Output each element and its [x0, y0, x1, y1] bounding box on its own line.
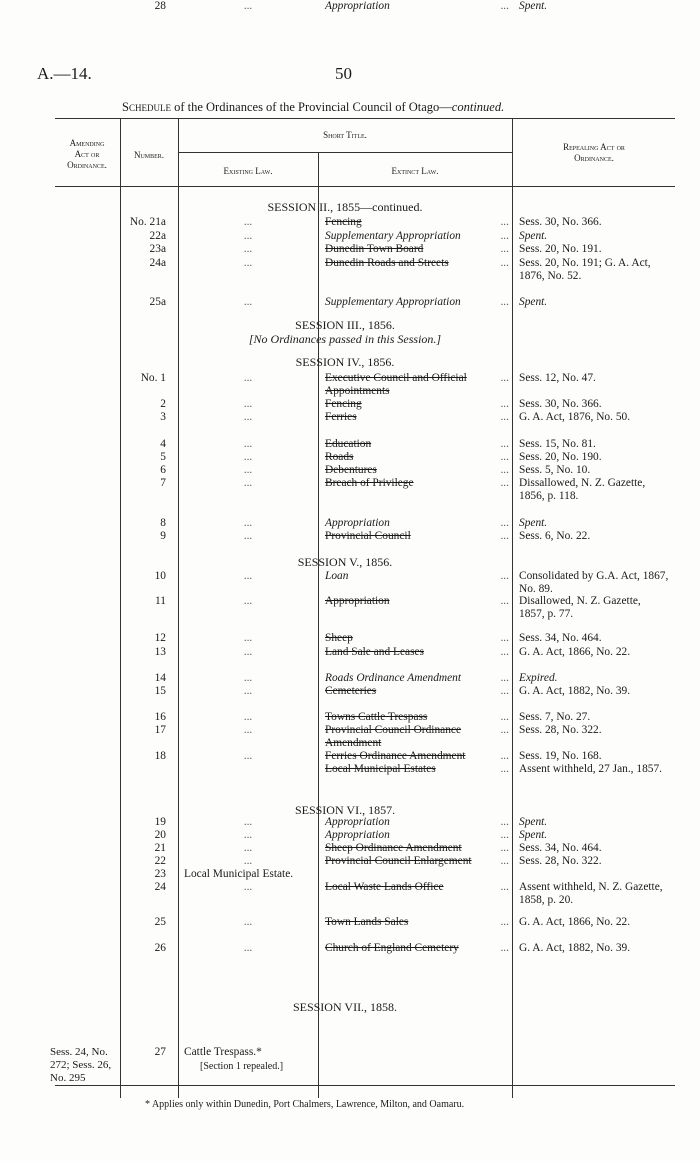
existing-law-dots: ... [243, 216, 253, 228]
extinct-law [325, 711, 511, 724]
existing-law-dots: ... [243, 464, 253, 476]
leader-dots: ... [500, 530, 509, 542]
session-heading: SESSION III., 1856. [295, 318, 395, 332]
extinct-law-title: Appropriation [325, 595, 390, 607]
leader-dots: ... [500, 942, 509, 954]
extinct-law-title: Ferries [325, 411, 357, 423]
existing-law-dots: ... [243, 438, 253, 450]
extinct-law-title: Local Municipal Estates [325, 763, 436, 775]
existing-law-dots: ... [243, 243, 253, 255]
extinct-law-title: Provincial Council Ordinance Amendment [325, 724, 462, 749]
repealing-act: Sess. 28, No. 322. [519, 855, 602, 867]
leader-dots: ... [500, 842, 509, 854]
existing-law-dots: ... [243, 672, 253, 684]
existing-law-dots: ... [243, 711, 253, 723]
ordinance-number: 17 [154, 724, 166, 736]
repealing-act: Disallowed, N. Z. Gazette, 1857, p. 77. [519, 595, 641, 620]
extinct-law-title: Fencing [325, 398, 362, 410]
leader-dots: ... [500, 398, 509, 410]
extinct-law [325, 517, 511, 530]
ordinance-number: 27 [154, 1046, 166, 1058]
existing-law-dots: ... [243, 646, 253, 658]
existing-law: Local Municipal Estate. [184, 868, 294, 880]
repealing-act: Sess. 20, No. 191; G. A. Act, 1876, No. 52. [519, 257, 651, 282]
repealing-act: Expired. [519, 672, 558, 684]
leader-dots: ... [500, 451, 509, 463]
existing-law-dots: ... [243, 398, 253, 410]
existing-law: Cattle Trespass.* [184, 1046, 262, 1058]
ordinance-number: No. 1 [140, 372, 166, 384]
leader-dots: ... [500, 829, 509, 841]
ordinance-number: 6 [160, 464, 166, 476]
col-rule-4 [512, 118, 513, 1098]
leader-dots: ... [500, 438, 509, 450]
repealing-act: Sess. 20, No. 190. [519, 451, 602, 463]
repealing-act: Sess. 28, No. 322. [519, 724, 602, 736]
existing-law-dots: ... [243, 451, 253, 463]
extinct-law-title: Appropriation [325, 0, 390, 12]
page-number: 50 [335, 64, 352, 83]
caption-schedule: Schedule [122, 100, 171, 114]
ordinance-number: 11 [155, 595, 166, 607]
ordinance-number: 5 [160, 451, 166, 463]
existing-law-dots: ... [243, 855, 253, 867]
existing-law-dots: ... [243, 724, 253, 736]
extinct-law [325, 296, 511, 309]
ordinance-number: No. 21a [129, 216, 166, 228]
extinct-law [325, 451, 511, 464]
caption-body: of the Ordinances of the Provincial Council of Otago— [170, 100, 452, 114]
leader-dots: ... [500, 685, 509, 697]
extinct-law-title: Debentures [325, 464, 377, 476]
ordinance-number: 13 [154, 646, 166, 658]
extinct-law-title: Roads [325, 451, 354, 463]
extinct-law-title: Church of England Cemetery [325, 942, 459, 954]
header-amending-l3: Ordinance. [67, 160, 107, 170]
leader-dots: ... [500, 855, 509, 867]
ordinance-number: 26 [154, 942, 166, 954]
header-extinct-law: Extinct Law. [391, 166, 439, 176]
extinct-law [325, 243, 511, 256]
extinct-law [325, 438, 511, 451]
leader-dots: ... [500, 411, 509, 423]
footnote: * Applies only within Dunedin, Port Chalmers, Lawrence, Milton, and Oamaru. [145, 1099, 465, 1110]
repealing-act: Sess. 30, No. 366. [519, 398, 602, 410]
leader-dots: ... [500, 595, 509, 607]
repealing-act: Spent. [519, 816, 548, 828]
leader-dots: ... [500, 750, 509, 762]
repealing-act: Spent. [519, 230, 548, 242]
extinct-law-title: Dunedin Town Board [325, 243, 424, 255]
repealing-act: G. A. Act, 1882, No. 39. [519, 942, 631, 954]
ordinance-number: 21 [154, 842, 166, 854]
leader-dots: ... [500, 916, 509, 928]
extinct-law-title: Supplementary Appropriation [325, 230, 461, 242]
extinct-law-title: Executive Council and Official Appointments [325, 372, 467, 397]
extinct-law [325, 216, 511, 229]
extinct-law-title: Supplementary Appropriation [325, 296, 461, 308]
caption-continued: continued. [451, 100, 505, 114]
header-bottom-rule [55, 186, 675, 187]
extinct-law [325, 530, 511, 543]
ordinance-number: 16 [154, 711, 166, 723]
repealing-act: G. A. Act, 1882, No. 39. [519, 685, 631, 697]
repealing-act: Sess. 5, No. 10. [519, 464, 591, 476]
session-heading: SESSION V., 1856. [297, 555, 393, 569]
ordinance-number: 12 [154, 632, 166, 644]
ordinance-number: 24 [154, 881, 166, 893]
header-amending-l1: Amending [69, 138, 105, 148]
leader-dots: ... [500, 477, 509, 489]
existing-law-dots: ... [243, 230, 253, 242]
header-repealing [513, 142, 675, 164]
extinct-law-title: Loan [325, 570, 349, 582]
extinct-law-title: Local Waste Lands Office [325, 881, 444, 893]
extinct-law-title: Breach of Privilege [325, 477, 414, 489]
leader-dots: ... [500, 632, 509, 644]
header-short-title: Short Title. [323, 130, 367, 140]
extinct-law-title: Town Lands Sales [325, 916, 409, 928]
extinct-law [325, 477, 511, 490]
page-identifier: A.—14. [37, 64, 92, 83]
page-caption [122, 100, 504, 115]
repealing-act: Sess. 30, No. 366. [519, 216, 602, 228]
existing-law-dots: ... [243, 477, 253, 489]
leader-dots: ... [500, 517, 509, 529]
session-heading: SESSION VII., 1858. [292, 1000, 398, 1014]
leader-dots: ... [500, 763, 509, 775]
extinct-law [325, 0, 511, 13]
ordinance-number: 28 [154, 0, 166, 12]
repealing-act: Spent. [519, 0, 548, 12]
leader-dots: ... [500, 216, 509, 228]
leader-dots: ... [500, 464, 509, 476]
repealing-act: Spent. [519, 517, 548, 529]
extinct-law [325, 672, 511, 685]
extinct-law-title: Fencing [325, 216, 362, 228]
extinct-law [325, 230, 511, 243]
repealing-act: Sess. 6, No. 22. [519, 530, 591, 542]
leader-dots: ... [500, 570, 509, 582]
table-top-rule [55, 118, 675, 119]
ordinance-number: 4 [160, 438, 166, 450]
extinct-law-title: Dunedin Roads and Streets [325, 257, 449, 269]
existing-law-dots: ... [243, 816, 253, 828]
extinct-law-title: Education [325, 438, 372, 450]
existing-law-dots: ... [243, 942, 253, 954]
header-number: Number. [133, 150, 165, 160]
session-heading: SESSION II., 1855—continued. [267, 200, 423, 214]
extinct-law [325, 916, 511, 929]
extinct-law [325, 881, 511, 894]
extinct-law-title: Appropriation [325, 829, 390, 841]
ordinance-number: 15 [154, 685, 166, 697]
leader-dots: ... [500, 881, 509, 893]
repealing-act: Sess. 15, No. 81. [519, 438, 596, 450]
leader-dots: ... [500, 672, 509, 684]
leader-dots: ... [500, 243, 509, 255]
ordinance-number: 14 [154, 672, 166, 684]
header-existing-law: Existing Law. [223, 166, 273, 176]
existing-law-dots: ... [243, 411, 253, 423]
extinct-law [325, 632, 511, 645]
extinct-law [325, 595, 511, 608]
existing-law-dots: ... [243, 685, 253, 697]
extinct-law-title: Sheep [325, 632, 353, 644]
ordinance-number: 19 [154, 816, 166, 828]
col-rule-3 [318, 152, 319, 1098]
existing-law-dots: ... [243, 257, 253, 269]
ordinance-number: 20 [154, 829, 166, 841]
extinct-law-title: Appropriation [325, 816, 390, 828]
repealing-act: Spent. [519, 296, 548, 308]
leader-dots: ... [500, 646, 509, 658]
extinct-law [325, 750, 511, 763]
ordinance-number: 18 [154, 750, 166, 762]
ordinance-number: 25 [154, 916, 166, 928]
ordinance-number: 25a [149, 296, 166, 308]
extinct-law [325, 685, 511, 698]
extinct-law [325, 842, 511, 855]
repealing-act: G. A. Act, 1876, No. 50. [519, 411, 631, 423]
existing-law-dots: ... [243, 296, 253, 308]
short-title-subrule [178, 152, 512, 153]
existing-law-note: [Section 1 repealed.] [200, 1061, 284, 1072]
existing-law-dots: ... [243, 0, 253, 12]
extinct-law [325, 724, 511, 750]
extinct-law [325, 763, 511, 776]
repealing-act: Consolidated by G.A. Act, 1867, No. 89. [519, 570, 669, 595]
extinct-law [325, 257, 511, 270]
extinct-law [325, 464, 511, 477]
leader-dots: ... [500, 0, 509, 12]
extinct-law-title: Sheep Ordinance Amendment [325, 842, 462, 854]
extinct-law-title: Towns Cattle Trespass [325, 711, 428, 723]
repealing-act: Sess. 12, No. 47. [519, 372, 596, 384]
repealing-act: Sess. 7, No. 27. [519, 711, 591, 723]
extinct-law [325, 829, 511, 842]
leader-dots: ... [500, 372, 509, 384]
extinct-law-title: Provincial Council Enlargement [325, 855, 472, 867]
extinct-law-title: Appropriation [325, 517, 390, 529]
leader-dots: ... [500, 296, 509, 308]
ordinance-number: 23a [149, 243, 166, 255]
ordinance-number: 7 [160, 477, 166, 489]
ordinance-number: 22a [149, 230, 166, 242]
repealing-act: Dissallowed, N. Z. Gazette, 1856, p. 118. [519, 477, 646, 502]
repealing-act: G. A. Act, 1866, No. 22. [519, 916, 631, 928]
existing-law-dots: ... [243, 750, 253, 762]
existing-law-dots: ... [243, 881, 253, 893]
repealing-act: G. A. Act, 1866, No. 22. [519, 646, 631, 658]
extinct-law [325, 942, 511, 955]
repealing-act: Sess. 20, No. 191. [519, 243, 602, 255]
col-rule-2 [178, 118, 179, 1098]
session-heading: SESSION VI., 1857. [294, 803, 396, 817]
ordinance-number: 3 [160, 411, 166, 423]
leader-dots: ... [500, 230, 509, 242]
existing-law-dots: ... [243, 570, 253, 582]
session-heading: SESSION IV., 1856. [295, 355, 395, 369]
extinct-law [325, 411, 511, 424]
extinct-law [325, 646, 511, 659]
header-repealing-l1: Repealing Act or [563, 142, 625, 152]
header-amending [55, 138, 119, 171]
table-bottom-rule [55, 1085, 675, 1086]
extinct-law-title: Provincial Council [325, 530, 411, 542]
header-amending-l2: Act or [74, 149, 100, 159]
ordinance-number: 24a [149, 257, 166, 269]
repealing-act: Assent withheld, N. Z. Gazette, 1858, p. 20. [519, 881, 663, 906]
extinct-law-title: Roads Ordinance Amendment [325, 672, 462, 684]
extinct-law-title: Land Sale and Leases [325, 646, 424, 658]
extinct-law [325, 816, 511, 829]
existing-law-dots: ... [243, 517, 253, 529]
extinct-law [325, 855, 511, 868]
ordinance-number: 22 [154, 855, 166, 867]
ordinance-number: 2 [160, 398, 166, 410]
existing-law-dots: ... [243, 916, 253, 928]
existing-law-dots: ... [243, 632, 253, 644]
existing-law-dots: ... [243, 530, 253, 542]
leader-dots: ... [500, 724, 509, 736]
existing-law-dots: ... [243, 829, 253, 841]
existing-law-dots: ... [243, 372, 253, 384]
existing-law-dots: ... [243, 595, 253, 607]
extinct-law [325, 372, 511, 398]
repealing-act: Sess. 19, No. 168. [519, 750, 602, 762]
repealing-act: Sess. 34, No. 464. [519, 632, 602, 644]
repealing-act: Sess. 34, No. 464. [519, 842, 602, 854]
leader-dots: ... [500, 711, 509, 723]
ordinance-number: 8 [160, 517, 166, 529]
repealing-act: Spent. [519, 829, 548, 841]
amending-act: Sess. 24, No. 272; Sess. 26, No. 295 [50, 1046, 112, 1084]
ordinance-number: 10 [154, 570, 166, 582]
ordinance-number: 23 [154, 868, 166, 880]
extinct-law [325, 570, 511, 583]
repealing-act: Assent withheld, 27 Jan., 1857. [519, 763, 663, 775]
ordinance-number: 9 [160, 530, 166, 542]
session-note: [No Ordinances passed in this Session.] [248, 332, 442, 346]
leader-dots: ... [500, 257, 509, 269]
header-repealing-l2: Ordinance. [574, 153, 614, 163]
extinct-law [325, 398, 511, 411]
leader-dots: ... [500, 816, 509, 828]
existing-law-dots: ... [243, 842, 253, 854]
extinct-law-title: Ferries Ordinance Amendment [325, 750, 466, 762]
extinct-law-title: Cemeteries [325, 685, 377, 697]
